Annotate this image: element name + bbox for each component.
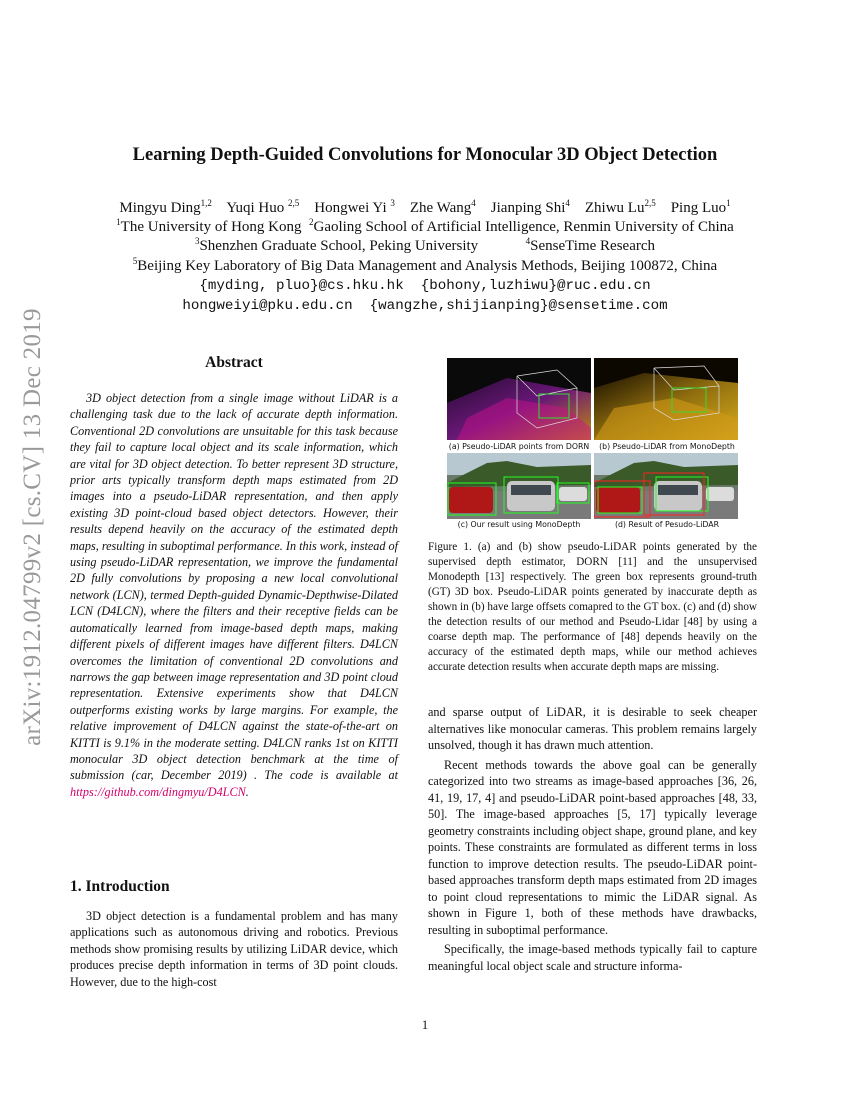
author-name: Zhe Wang (409, 200, 472, 216)
author-list (0, 200, 850, 217)
email-line-2 (0, 298, 850, 314)
affiliation: Gaoling School of Artificial Intelligence, Renmin University of China (313, 219, 734, 235)
affiliation: Shenzhen Graduate School, Peking University (199, 238, 479, 254)
detection-pseudo-lidar-image (594, 453, 738, 519)
abstract-body: 3D object detection from a single image without LiDAR is a challenging task due to the lack of accurate depth information. Conventional 2D convolutions are unsuitable for this task because they fail to capture local object and its scale information, which are vital for 3D object detection. To better represent 3D structure, prior arts typically transform depth maps estimated from 2D images into a pseudo-LiDAR representation, and then apply existing 3D point-cloud based object detectors. However, their results depend heavily on the accuracy of the estimated depth maps, resulting in suboptimal performance. In this work, instead of using pseudo-LiDAR representation, we improve the fundamental 2D fully convolutions by proposing a new local convolutional network (LCN), termed Depth-guided Dynamic-Depthwise-Dilated LCN (D4LCN), where the filters and their receptive fields can be automatically learned from image-based depth maps, making different pixels of different images have different filters. D4LCN overcomes the limitation of conventional 2D convolutions and narrows the gap between image representation and 3D point cloud representation. Extensive experiments show that D4LCN outperforms existing works by large margins. For example, the relative improvement of D4LCN against the state-of-the-art on KITTI is 9.1% in the moderate setting. D4LCN ranks 1st on KITTI monocular 3D object detection benchmark at the time of submission (car, December 2019) . The code is available at (70, 391, 398, 783)
paragraph: and sparse output of LiDAR, it is desirable to seek cheaper alternatives like monocular cameras. This problem remains largely unsolved, though it has drawn much attention. (428, 705, 757, 752)
email-line-1 (0, 278, 850, 294)
abstract-heading: Abstract (205, 354, 263, 371)
author-affil: 3 (390, 198, 395, 208)
author-name: Hongwei Yi (314, 200, 387, 216)
affiliation-line-2: $^3$Shenzhen Graduate School, Peking University $^4$SenseTime Research (194, 236, 656, 254)
email: {myding, pluo}@cs.hku.hk (199, 278, 404, 294)
author-name: Zhiwu Lu (584, 200, 645, 216)
subfig-caption-c: (c) Our result using MonoDepth (457, 520, 581, 529)
affiliation: SenseTime Research (530, 238, 656, 254)
email: {bohony,luzhiwu}@ruc.edu.cn (420, 278, 651, 294)
pointcloud-dorn-image (447, 358, 591, 440)
email: {wangzhe,shijianping}@sensetime.com (369, 298, 668, 314)
arxiv-stamp-text: arXiv:1912.04799v2 [cs.CV] 13 Dec 2019 (19, 308, 46, 746)
author-affil: 1,2 (200, 198, 212, 208)
intro-paragraph: 3D object detection is a fundamental problem and has many applications such as autonomous driving and robotics. Previous methods show promising results by utilizing LiDAR device, which produces precise depth information in terms of 3D point clouds. However, due to the high-cost (70, 909, 398, 989)
author-name: Jianping Shi (490, 200, 566, 216)
page-number: 1 (421, 1018, 429, 1032)
affiliation: The University of Hong Kong (120, 219, 302, 235)
subfig-caption-d: (d) Result of Pesudo-LiDAR (614, 520, 720, 529)
subfig-caption-b: (b) Pseudo-LiDAR from MonoDepth (599, 442, 735, 451)
author-affil: 2,5 (288, 198, 300, 208)
arxiv-stamp (18, 292, 48, 762)
author-affil: 1 (726, 198, 731, 208)
pointcloud-monodepth-image (594, 358, 738, 440)
section-heading: 1. Introduction (70, 878, 170, 895)
abstract-end: . (245, 784, 249, 799)
paper-title: Learning Depth-Guided Convolutions for Monocular 3D Object Detection (132, 145, 718, 165)
author-affil: 4 (565, 198, 570, 208)
right-column-text (428, 704, 757, 977)
subfig-caption-a: (a) Pseudo-LiDAR points from DORN (448, 442, 590, 451)
affiliation-line-3: $^5$Beijing Key Laboratory of Big Data Management and Analysis Methods, Beijing 100872, China (132, 256, 718, 274)
figure-caption: Figure 1. (a) and (b) show pseudo-LiDAR points generated by the supervised depth estimator, DORN [11] and the unsupervised Monodepth [13] respectively. The green box represents ground-truth (GT) 3D box. Pseudo-LiDAR points generated by inaccurate depth as shown in (b) have large offsets comapred to the GT box. (c) and (d) show the detection results of our method and Pseudo-Lidar [48] by using a coarse depth map. The performance of [48] depends heavily on the accuracy of the estimated depth maps, while our method achieves accurate detection results when accurate depth maps are missing. (428, 541, 758, 673)
author-affil: 2,5 (644, 198, 656, 208)
author-name: Yuqi Huo (226, 200, 285, 216)
author-affil: 4 (471, 198, 476, 208)
code-link[interactable]: https://github.com/dingmyu/D4LCN (70, 784, 246, 799)
paragraph: Recent methods towards the above goal can be generally categorized into two streams as image-based approaches [36, 26, 41, 19, 17, 4] and pseudo-LiDAR point-based approaches [48, 33, 50]. The image-based approaches [5, 17] typically leverage geometry constraints including object shape, ground plane, and key points. These constraints are formulated as different terms in loss function to improve detection results. The pseudo-LiDAR point-based approaches transform depth maps estimated from 2D images to point cloud representations to mimic the LiDAR signal. As shown in Figure 1, both of these methods have drawbacks, resulting in suboptimal performance. (428, 757, 757, 937)
email: hongweiyi@pku.edu.cn (182, 298, 353, 314)
detection-ours-image (447, 453, 591, 519)
figure-1 (447, 358, 739, 530)
author-name: Ping Luo (670, 200, 727, 216)
paragraph: Specifically, the image-based methods typically fail to capture meaningful local object scale and structure informa- (428, 942, 757, 973)
abstract-text (70, 390, 398, 800)
affiliation-line-1: $^1$The University of Hong Kong $^2$Gaoling School of Artificial Intelligence, Renmin University of China (116, 217, 734, 235)
author-name: Mingyu Ding (119, 200, 201, 216)
affiliation: Beijing Key Laboratory of Big Data Management and Analysis Methods, Beijing 100872, China (137, 258, 718, 274)
